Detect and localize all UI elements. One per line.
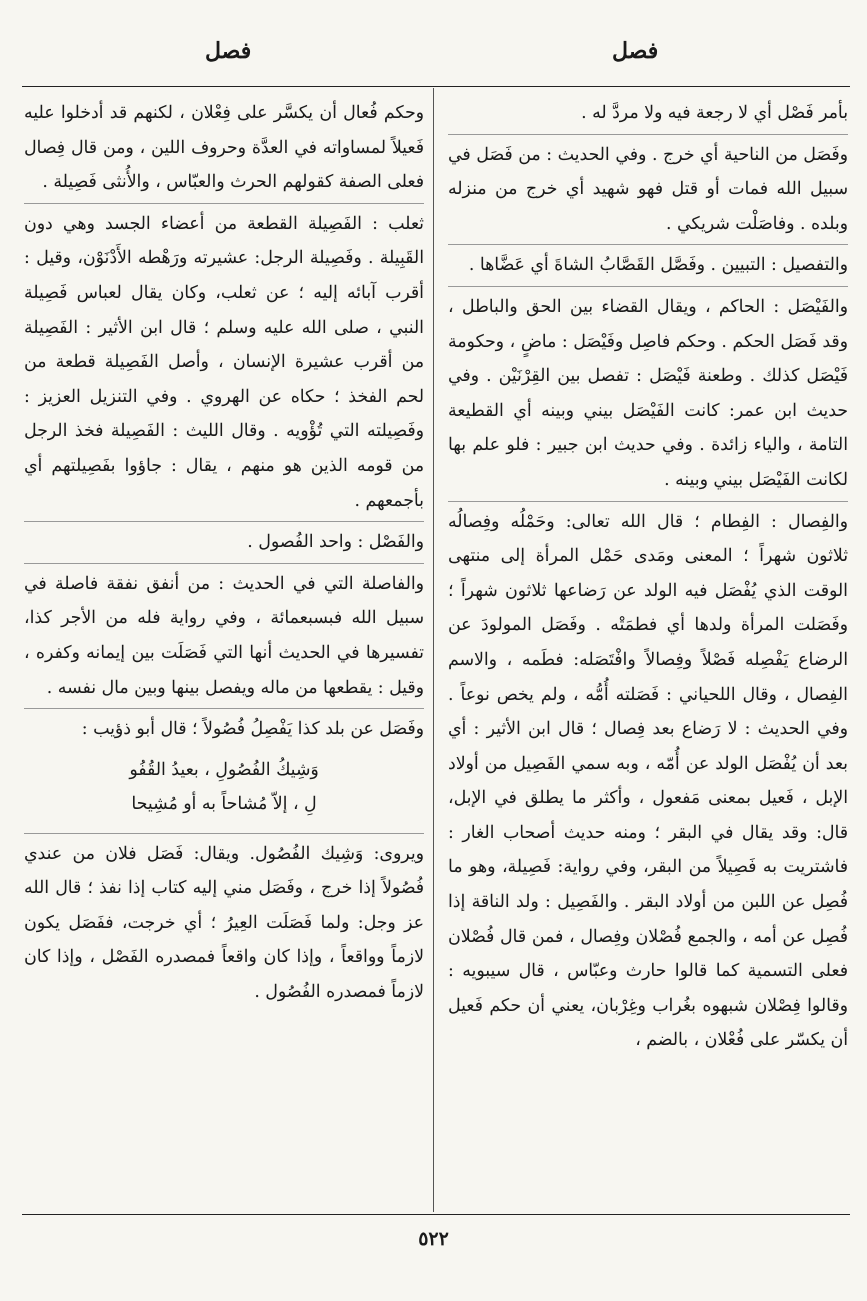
paragraph: والتفصيل : التبيين . وفَصَّل القَصَّابُ الشاةَ أي عَضَّاها . [468,255,848,276]
paragraph: والفَيْصَل : الحاكم ، ويقال القضاء بين الحق والباطل ، وقد فَصَل الحكم . وحكم فاصِل وفَيْصَل : ماضٍ ، وحكومة فَيْصَل كذلك . وطعنة فَيْصَل : تفصل بين القِرْنَيْن . وفي حديث ابن عمر: كانت الفَيْصَل بيني وبينه أي القطيعة التامة ، والياء زائدة . وفي حديث ابن جبير : فلو علم بها لكانت الفَيْصَل بيني وبينه . [448,296,848,490]
entry-separator [448,134,848,135]
right-column [448,96,848,1210]
poem-line: وَشِيكُ الفُصُولِ ، بعيدُ القُفُو [129,759,319,780]
column-divider [433,88,434,1212]
entry-separator [448,501,848,502]
page-header [0,38,867,78]
header-left-word: فصل [205,38,252,64]
paragraph: والفِصال : الفِطام ؛ قال الله تعالى: وحَمْلُه وفِصالُه ثلاثون شهراً ؛ المعنى ومَدى حَمْل المرأة إلى منتهى الوقت الذي يُفْصَل فيه الولد عن رَضاعها ثلاثون شهراً ؛ وفَصَلت المرأة ولدها أي فطمَتْه . وفَصَل المولودَ عن الرضاع يَفْصِله فَصْلاً وفِصالاً وافْتَصَله: فطَمه ، والاسم الفِصال ، وقال اللحياني : فَصَلته أُمُّه ، ولم يخص نوعاً . وفي الحديث : لا رَضاع بعد فِصال ؛ قال ابن الأثير : أي بعد أن يُفْصَل الولد عن أُمّه ، وبه سمي الفَصِيل من أولاد الإبل ، فَعيل بمعنى مَفعول ، وأكثر ما يطلق في الإبل، قال: وقد يقال في البقر ؛ ومنه حديث أصحاب الغار : فاشتريت به فَصِيلاً من البقر، وفي رواية: فَصِيلة، وهو ما فُصِل عن اللبن من أولاد البقر . والفَصِيل : ولد الناقة إذا فُصِل عن أمه ، والجمع فُصْلان وفِصال ، فمن قال فُصْلان فعلى التسمية كما قالوا حارث وعبّاس ، قال سيبويه : وقالوا فِصْلان شبهوه بغُراب وغِرْبان، يعني أن حكم فَعيل أن يكسّر على فُعْلان ، بالضم ، [448,511,848,1051]
header-right-word: فصل [612,38,659,64]
paragraph: والفَصْل : واحد الفُصول . [247,532,424,553]
entry-separator [448,244,848,245]
paragraph: ويروى: وَشِيك الفُصُول. ويقال: فَصَل فلان من عندي فُصُولاً إذا خرج ، وفَصَل مني إليه كتاب إذا نفذ ؛ قال الله عز وجل: ولما فَصَلَت العِيرُ ؛ أي خرجت، ففَصَل يكون لازماً وواقعاً ، وإذا كان واقعاً فمصدره الفَصْل ، وإذا كان لازماً فمصدره الفُصُول . [24,843,424,1003]
entry-separator [24,708,424,709]
left-column [24,96,424,1210]
poem-verse [24,753,424,821]
entry-separator [24,833,424,834]
paragraph: وفَصَل عن بلد كذا يَفْصِلُ فُصُولاً ؛ قال أبو ذؤيب : [81,719,424,740]
page-number: ٥٢٢ [418,1228,449,1250]
paragraph: والفاصلة التي في الحديث : من أنفق نفقة فاصلة في سبيل الله فبسبعمائة ، وفي رواية فله من الأجر كذا، تفسيرها في الحديث أنها التي فَصَلَت بين إيمانه وكفره ، وقيل : يقطعها من ماله ويفصل بينها وبين مال نفسه . [24,573,424,698]
paragraph: وفَصَل من الناحية أي خرج . وفي الحديث : من فَصَل في سبيل الله فمات أو قتل فهو شهيد أي خرج من منزله وبلده . وفاصَلْت شريكي . [448,144,848,234]
footer-rule [22,1214,850,1215]
entry-separator [448,286,848,287]
header-rule [22,86,850,87]
entry-separator [24,203,424,204]
entry-separator [24,521,424,522]
paragraph: بأمر فَصْل أي لا رجعة فيه ولا مردَّ له . [581,103,848,123]
paragraph: وحكم فُعال أن يكسَّر على فِعْلان ، لكنهم قد أدخلوا عليه فَعيلاً لمساواته في العدَّة وحروف اللين ، ومن قال فِصال فعلى الصفة كقولهم الحرث والعبّاس ، والأُنثى فَصِيلة . [24,103,424,193]
paragraph: ثعلب : الفَصِيلة القطعة من أعضاء الجسد وهي دون القَبِيلة . وفَصِيلة الرجل: عشيرته ورَهْطه الأَدْنَوْن، وقيل : أقرب آبائه إليه ؛ عن ثعلب، وكان يقال لعباس فَصِيلة النبي ، صلى الله عليه وسلم ؛ قال ابن الأثير : الفَصِيلة من أقرب عشيرة الإنسان ، وأصل الفَصِيلة قطعة من لحم الفخذ ؛ حكاه عن الهروي . وفي التنزيل العزيز : وفَصِيلته التي تُؤْويه . وقال الليث : الفَصِيلة فخذ الرجل من قومه الذين هو منهم ، يقال : جاؤوا بفَصِيلتهم أي بأجمعهم . [24,213,424,511]
entry-separator [24,563,424,564]
poem-line: لِ ، إلاّ مُشاحاً به أو مُشِيحا [131,793,317,814]
